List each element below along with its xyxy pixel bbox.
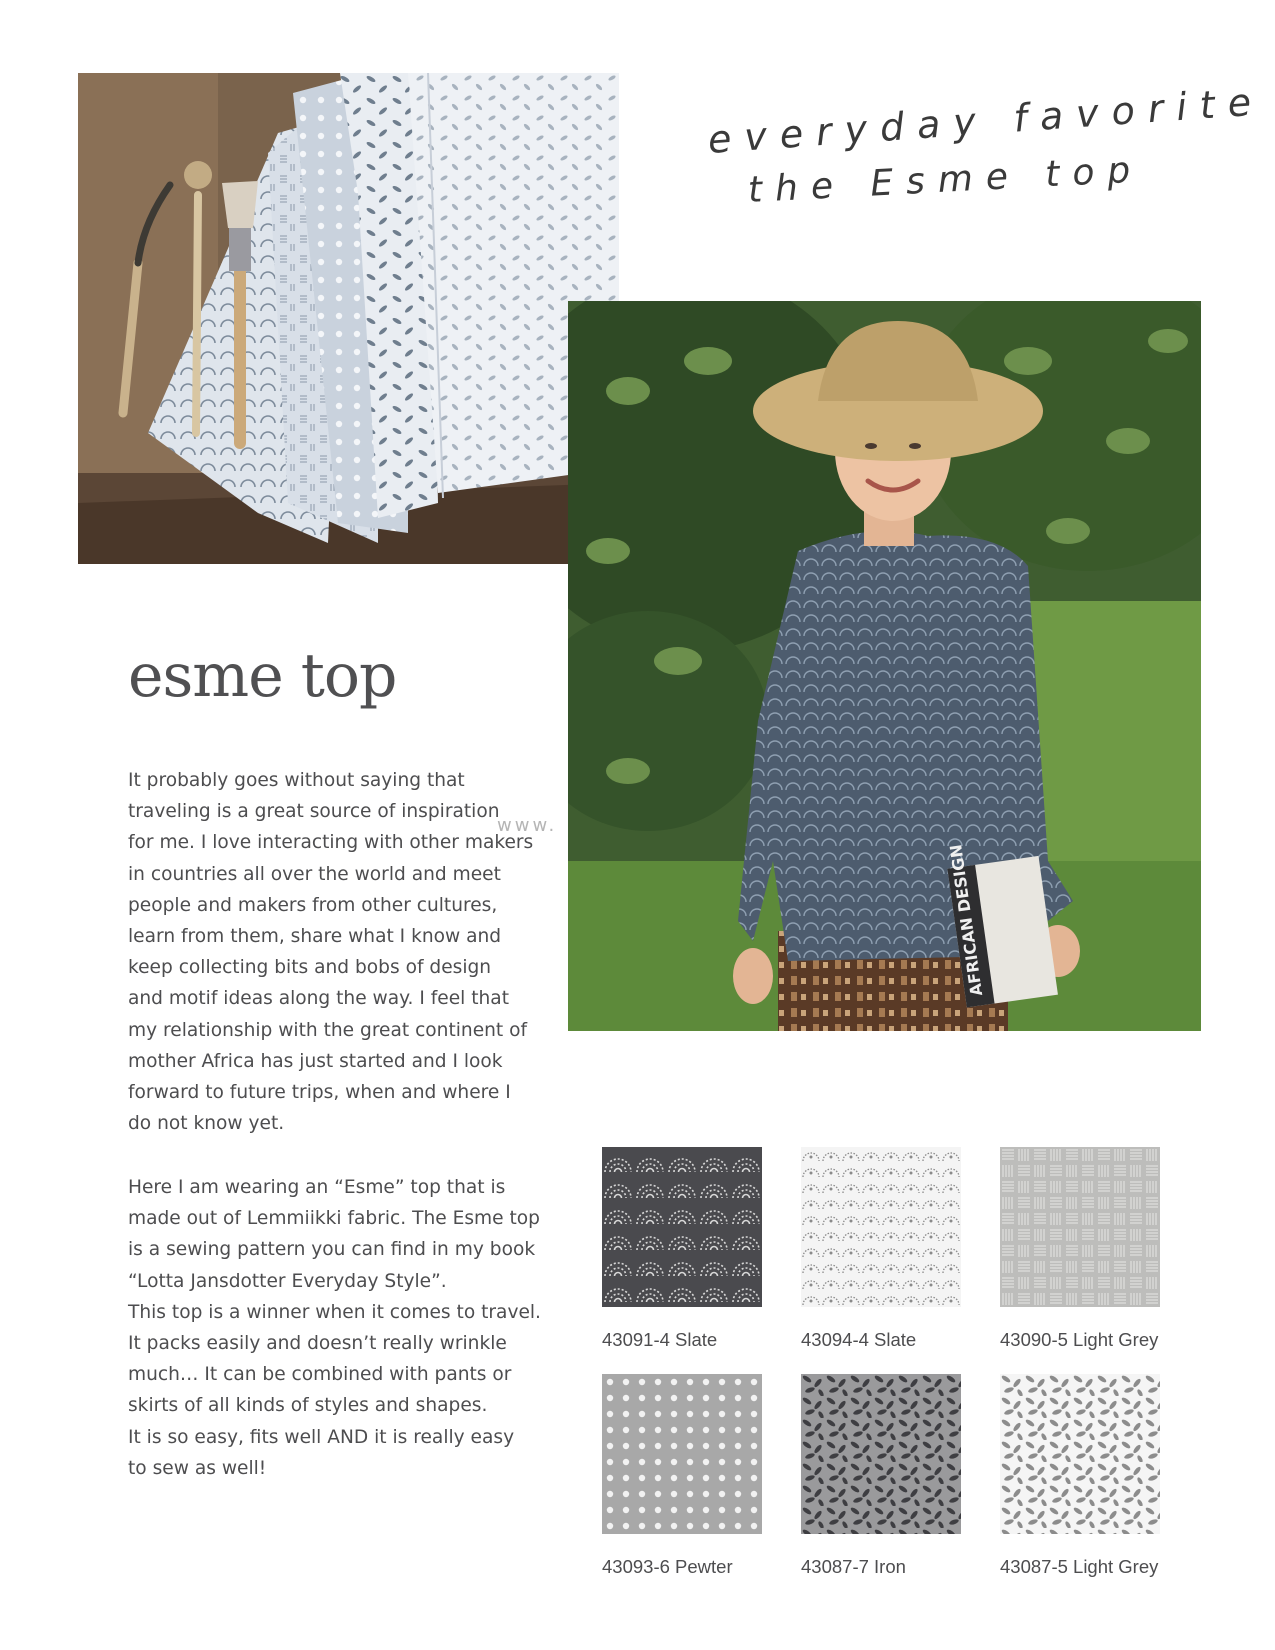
swatch-label: 43091-4 Slate: [602, 1329, 718, 1350]
text-line: do not know yet.: [128, 1113, 285, 1135]
swatch-label: 43087-7 Iron: [801, 1556, 906, 1577]
swatch-43093-6-pewter: [602, 1374, 762, 1534]
text-line: learn from them, share what I know and: [128, 926, 502, 948]
swatch-43087-5-light-grey: [1000, 1374, 1160, 1534]
text-line: people and makers from other cultures,: [128, 894, 498, 916]
text-line: for me. I love interacting with other makers: [128, 832, 534, 854]
text-line: mother Africa has just started and I look: [128, 1050, 503, 1072]
text-line: to sew as well!: [128, 1457, 267, 1479]
swatch-label: 43094-4 Slate: [801, 1329, 917, 1350]
text-line: my relationship with the great continent of: [128, 1019, 528, 1041]
text-line: It packs easily and doesn’t really wrinkle: [128, 1333, 507, 1355]
fabric-tools-photo: [78, 73, 619, 564]
swatch-43087-7-iron: [801, 1374, 961, 1534]
text-line: keep collecting bits and bobs of design: [128, 957, 492, 979]
woman-wearing-esme-top-photo: [568, 301, 1201, 1031]
book-cover-text: AFRICAN DESIGN: [946, 843, 987, 998]
page-title: esme top: [128, 641, 397, 711]
text-line: This top is a winner when it comes to travel.: [128, 1301, 541, 1323]
text-line: is a sewing pattern you can find in my book: [128, 1239, 536, 1261]
swatch-43094-4-slate: [801, 1147, 961, 1307]
tagline-line-2: the Esme top: [746, 149, 1145, 211]
text-line: It is so easy, fits well AND it is really easy: [128, 1426, 515, 1448]
text-line: traveling is a great source of inspiration: [128, 801, 500, 823]
text-line: much… It can be combined with pants or: [128, 1364, 512, 1386]
text-line: made out of Lemmiikki fabric. The Esme top: [128, 1208, 540, 1230]
swatch-label: 43093-6 Pewter: [602, 1556, 733, 1577]
text-line: forward to future trips, when and where I: [128, 1082, 511, 1104]
text-line: Here I am wearing an “Esme” top that is: [128, 1177, 506, 1198]
text-line: and motif ideas along the way. I feel that: [128, 988, 509, 1010]
text-line: in countries all over the world and meet: [128, 863, 501, 885]
swatch-label: 43090-5 Light Grey: [1000, 1329, 1159, 1350]
swatch-label: 43087-5 Light Grey: [1000, 1556, 1159, 1577]
text-line: It probably goes without saying that: [128, 770, 465, 791]
esme-description-paragraph: [128, 1172, 541, 1484]
text-line: “Lotta Jansdotter Everyday Style”.: [128, 1270, 447, 1292]
intro-paragraph: [128, 765, 538, 1139]
watermark-text: www.: [497, 815, 558, 836]
swatch-43091-4-slate: [602, 1147, 762, 1307]
swatch-43090-5-light-grey: [1000, 1147, 1160, 1307]
text-line: skirts of all kinds of styles and shapes.: [128, 1395, 488, 1417]
tagline-line-1: everyday favorite: [706, 79, 1266, 162]
